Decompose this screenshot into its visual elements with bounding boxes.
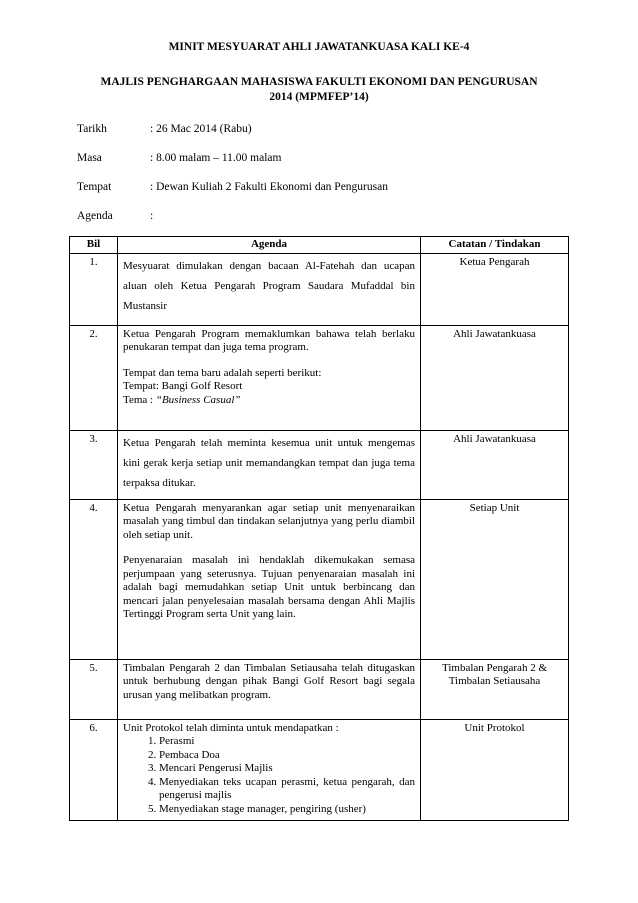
meta-tempat-value: : Dewan Kuliah 2 Fakulti Ekonomi dan Pengurusan	[150, 181, 388, 193]
agenda-text: Ketua Pengarah Program memaklumkan bahawa telah berlaku penukaran tempat dan juga tema program.	[123, 327, 415, 353]
venue-theme-intro: Tempat dan tema baru adalah seperti berikut:	[123, 366, 322, 379]
action-cell: Unit Protokol	[421, 719, 569, 821]
agenda-cell	[118, 325, 421, 430]
row-number: 1.	[70, 253, 118, 325]
header-bil: Bil	[70, 237, 118, 254]
header-agenda: Agenda	[118, 237, 421, 254]
list-item: 2. Pembaca Doa	[159, 749, 415, 763]
table-row	[70, 719, 569, 821]
action-cell: Setiap Unit	[421, 499, 569, 659]
list-item: 5. Menyediakan stage manager, pengiring (usher)	[159, 803, 415, 817]
meta-agenda-label: Agenda	[77, 210, 113, 222]
agenda-cell	[118, 499, 421, 659]
agenda-cell	[118, 430, 421, 499]
list-item: 4. Menyediakan teks ucapan perasmi, ketua pengarah, dan pengerusi majlis	[159, 776, 415, 803]
agenda-text: Ketua Pengarah menyarankan agar setiap unit menyenaraikan masalah yang timbul dan tindakan selanjutnya yang perlu diambil oleh setiap unit.	[123, 501, 415, 541]
list-item: 3. Mencari Pengerusi Majlis	[159, 762, 415, 776]
row-number: 3.	[70, 430, 118, 499]
table-row	[70, 499, 569, 659]
agenda-text: Ketua Pengarah telah meminta kesemua unit untuk mengemas kini gerak kerja setiap unit memandangkan tempat dan juga tema terpaksa ditukar.	[123, 436, 415, 489]
new-venue: Tempat: Bangi Golf Resort	[123, 380, 243, 392]
agenda-cell	[118, 659, 421, 719]
row-number: 5.	[70, 659, 118, 719]
protocol-task-list	[123, 735, 415, 816]
agenda-text-venue-theme	[123, 367, 415, 408]
action-cell: Ketua Pengarah	[421, 253, 569, 325]
agenda-text: Unit Protokol telah diminta untuk mendapatkan :	[123, 721, 339, 734]
theme-label: Tema :	[123, 393, 156, 406]
meta-tarikh-label: Tarikh	[77, 123, 107, 135]
meta-tempat-label: Tempat	[77, 181, 112, 193]
list-item: 1. Perasmi	[159, 735, 415, 749]
agenda-cell	[118, 719, 421, 821]
row-number: 6.	[70, 719, 118, 821]
row-number: 2.	[70, 325, 118, 430]
agenda-text: Mesyuarat dimulakan dengan bacaan Al-Fatehah dan ucapan aluan oleh Ketua Pengarah Program Saudara Mufaddal bin Mustansir	[123, 259, 415, 312]
minutes-table	[69, 236, 569, 821]
meta-masa-value: : 8.00 malam – 11.00 malam	[150, 152, 282, 164]
table-row	[70, 325, 569, 430]
meta-masa-label: Masa	[77, 152, 102, 164]
action-cell: Timbalan Pengarah 2 & Timbalan Setiausaha	[421, 659, 569, 719]
table-header-row	[70, 237, 569, 254]
document-subtitle: MAJLIS PENGHARGAAN MAHASISWA FAKULTI EKONOMI DAN PENGURUSAN	[100, 76, 538, 88]
action-cell: Ahli Jawatankuasa	[421, 325, 569, 430]
document-title: MINIT MESYUARAT AHLI JAWATANKUASA KALI KE-4	[168, 41, 470, 53]
header-catatan-tindakan: Catatan / Tindakan	[421, 237, 569, 254]
document-subtitle-year: 2014 (MPMFEP’14)	[269, 91, 369, 103]
agenda-text: Timbalan Pengarah 2 dan Timbalan Setiausaha telah ditugaskan untuk berhubung dengan pihak Bangi Golf Resort bagi segala urusan yang melibatkan program.	[123, 661, 415, 701]
action-cell: Ahli Jawatankuasa	[421, 430, 569, 499]
table-row	[70, 659, 569, 719]
table-row	[70, 430, 569, 499]
agenda-cell	[118, 253, 421, 325]
row-number: 4.	[70, 499, 118, 659]
agenda-text-2: Penyenaraian masalah ini hendaklah dikemukakan semasa perjumpaan yang seterusnya. Tujuan penyenaraian masalah ini adalah bagi memudahkan setiap Unit untuk berbincang dan mencari jalan penyelesaian masalah bersama dengan Ahli Majlis Tertinggi Program serta Unit yang lain.	[123, 554, 415, 620]
meta-agenda-value: :	[150, 210, 154, 222]
table-row	[70, 253, 569, 325]
theme-value: “Business Casual”	[155, 393, 241, 406]
meta-tarikh-value: : 26 Mac 2014 (Rabu)	[150, 123, 252, 135]
